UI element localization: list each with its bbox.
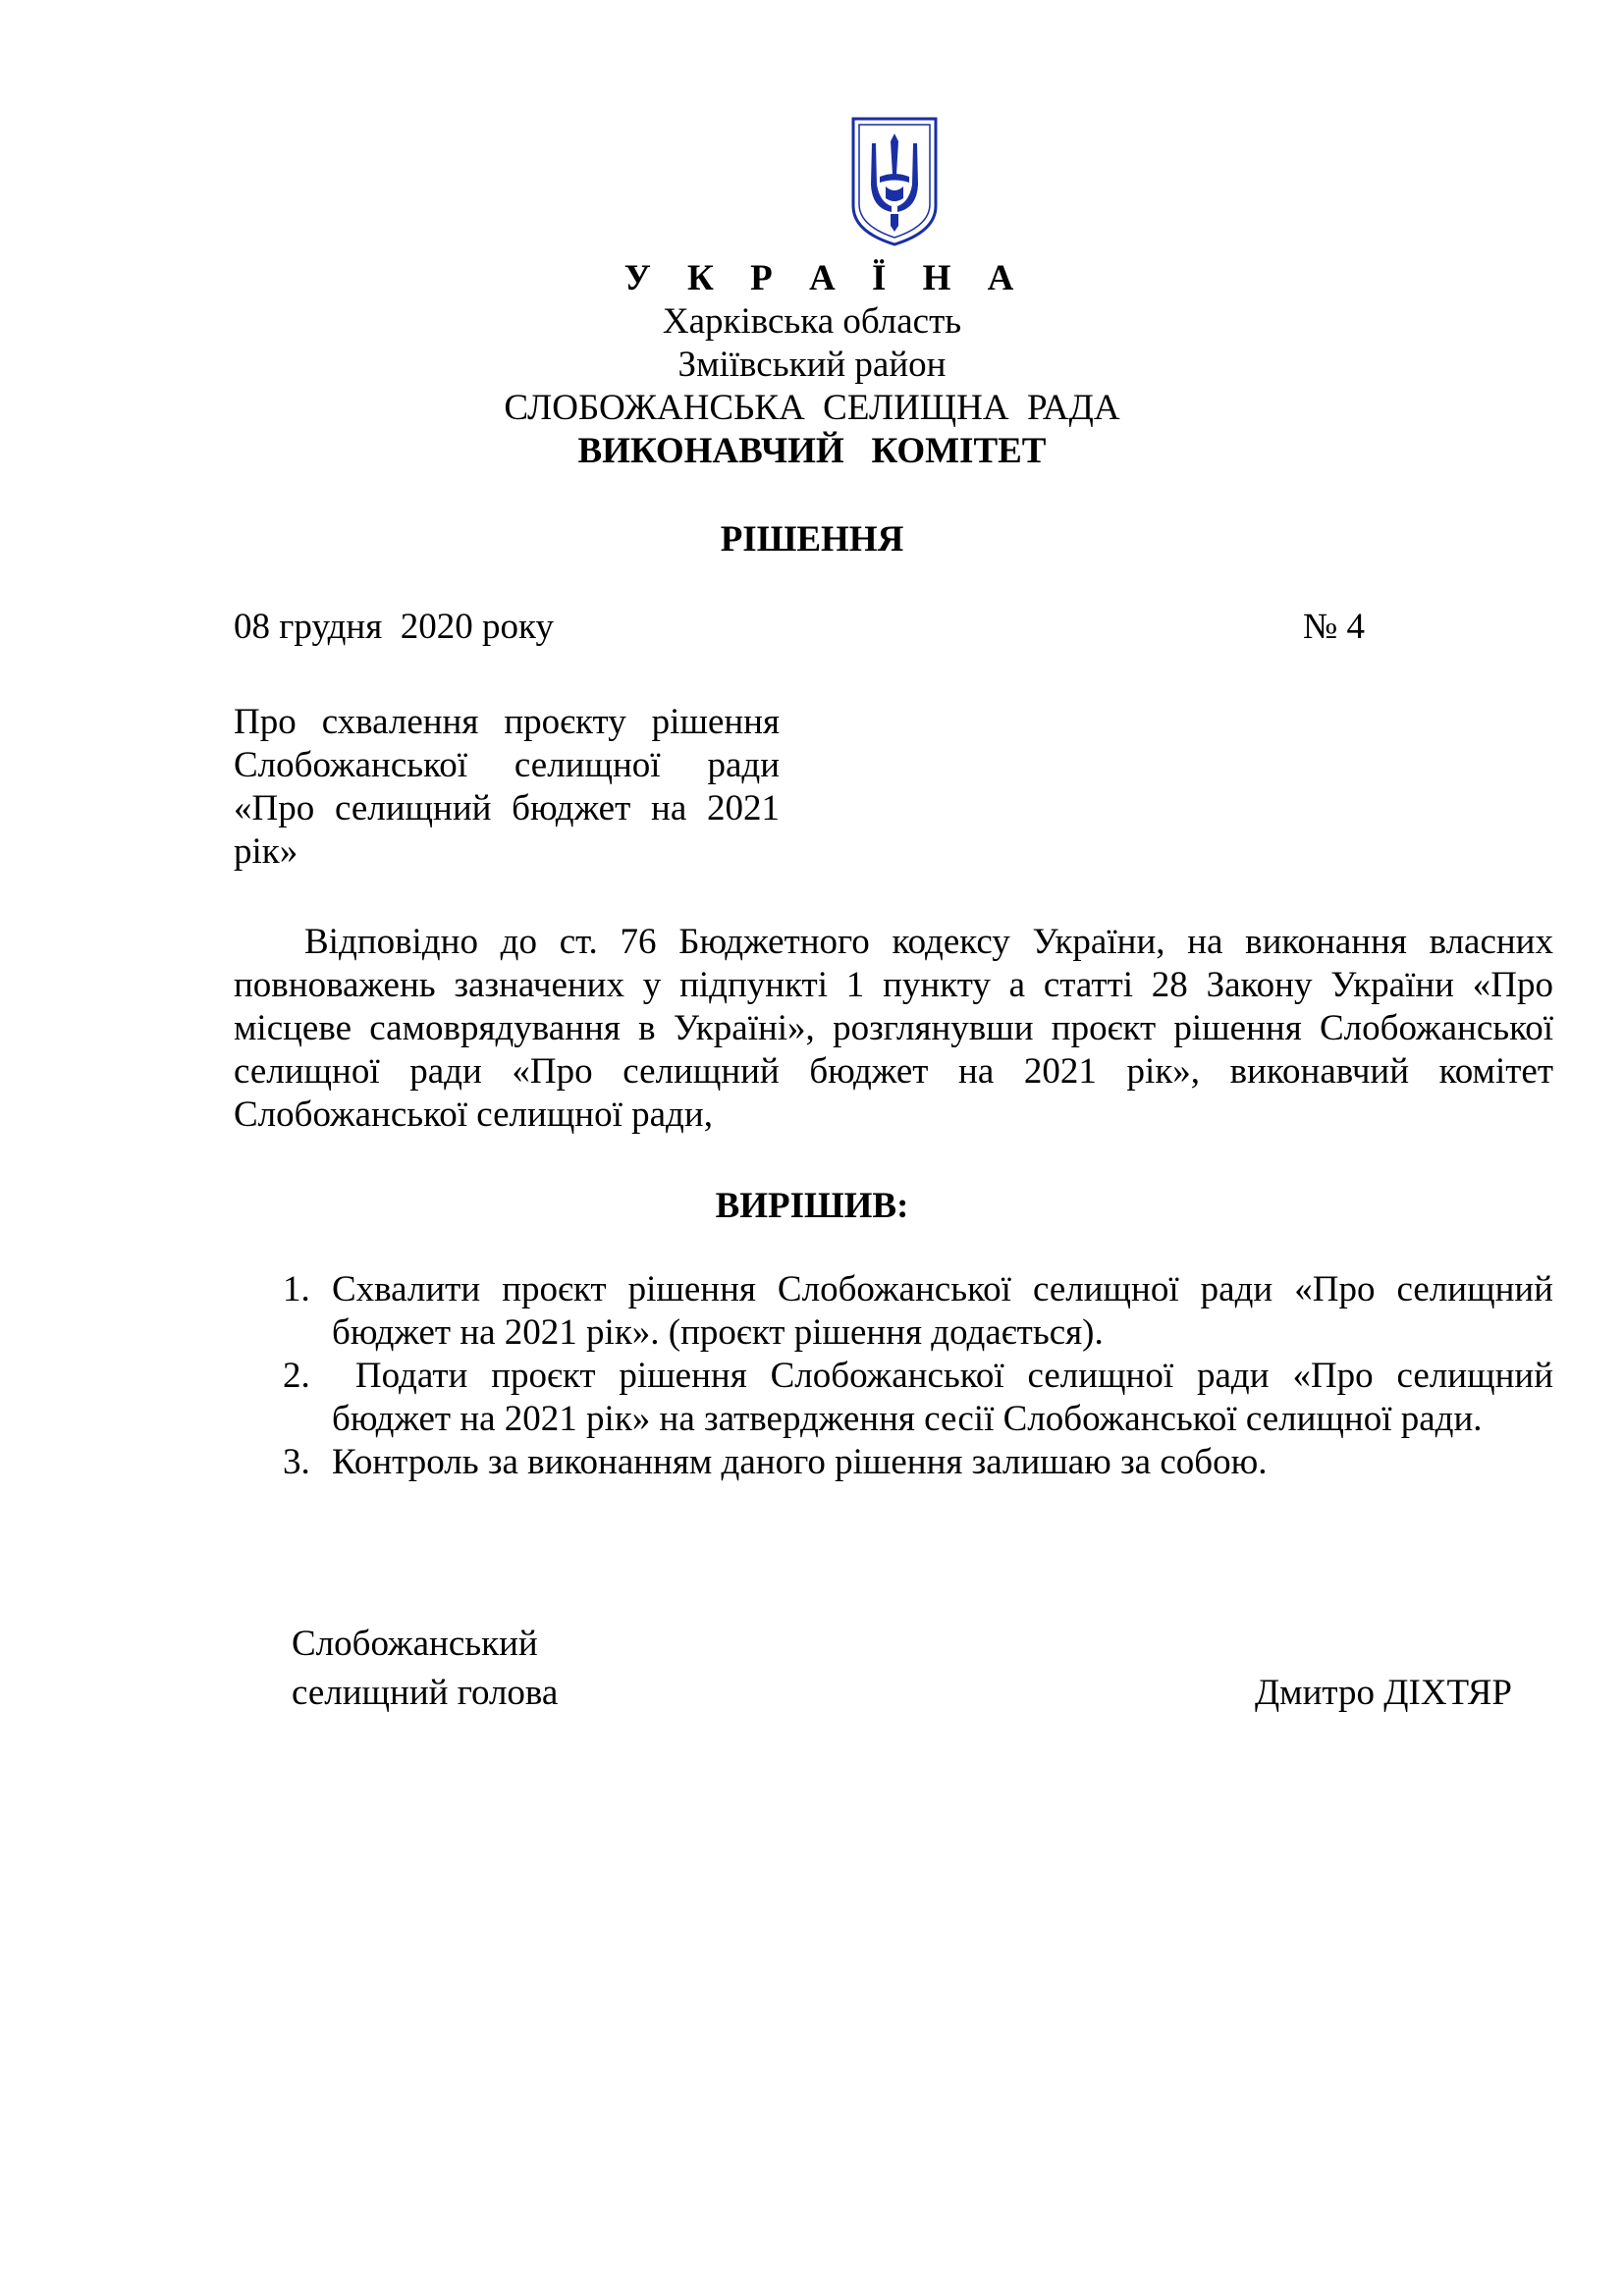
council-name: СЛОБОЖАНСЬКА СЕЛИЩНА РАДА (504, 388, 1120, 428)
decisions-list (234, 1268, 1563, 1484)
decision-number: 2. (283, 1356, 310, 1396)
decision-text: Схвалити проєкт рішення Слобожанської селищної ради «Про селищний бюджет на 2021 рік». (проєкт рішення додається). (332, 1269, 1553, 1353)
signatory-title-line: селищний голова (292, 1673, 559, 1713)
decision-text: Подати проєкт рішення Слобожанської селищної ради «Про селищний бюджет на 2021 рік» на затвердження сесії Слобожанської селищної ради. (332, 1356, 1563, 1439)
decision-text: Контроль за виконанням даного рішення залишаю за собою. (332, 1442, 1268, 1482)
signatory-title (292, 1620, 558, 1718)
district-line: Зміївський район (677, 345, 947, 385)
signatory-title-line: Слобожанський (292, 1624, 538, 1664)
document-date: 08 грудня 2020 року (234, 607, 554, 647)
document-number: № 4 (1302, 607, 1365, 647)
region-line: Харківська область (662, 301, 962, 342)
decision-number: 1. (283, 1269, 310, 1309)
decision-item (234, 1355, 1563, 1441)
preamble-paragraph: Відповідно до ст. 76 Бюджетного кодексу України, на виконання власних повноважень зазначених у підпункті 1 пункту а статті 28 Закону України «Про місцеве самоврядування в Україні», розглянувши проєкт рішення Слобожанської селищної ради «Про селищний бюджет на 2021 рік», виконавчий комітет Слобожанської селищної ради, (234, 922, 1553, 1135)
signatory-name: Дмитро ДІХТЯР (1254, 1673, 1512, 1713)
resolved-heading: ВИРІШИВ: (715, 1186, 909, 1226)
committee-name: ВИКОНАВЧИЙ КОМІТЕТ (577, 431, 1047, 471)
ukraine-trident-emblem-icon (850, 116, 939, 247)
decision-item (234, 1268, 1553, 1355)
decision-item (234, 1441, 1553, 1484)
document-type-heading: РІШЕННЯ (720, 519, 904, 560)
document-subject: Про схвалення проєкту рішення Слобожанської селищної ради «Про селищний бюджет на 2021 рік» (234, 702, 780, 872)
decision-number: 3. (283, 1442, 310, 1482)
country-heading: У К Р А Ї Н А (623, 258, 1028, 298)
